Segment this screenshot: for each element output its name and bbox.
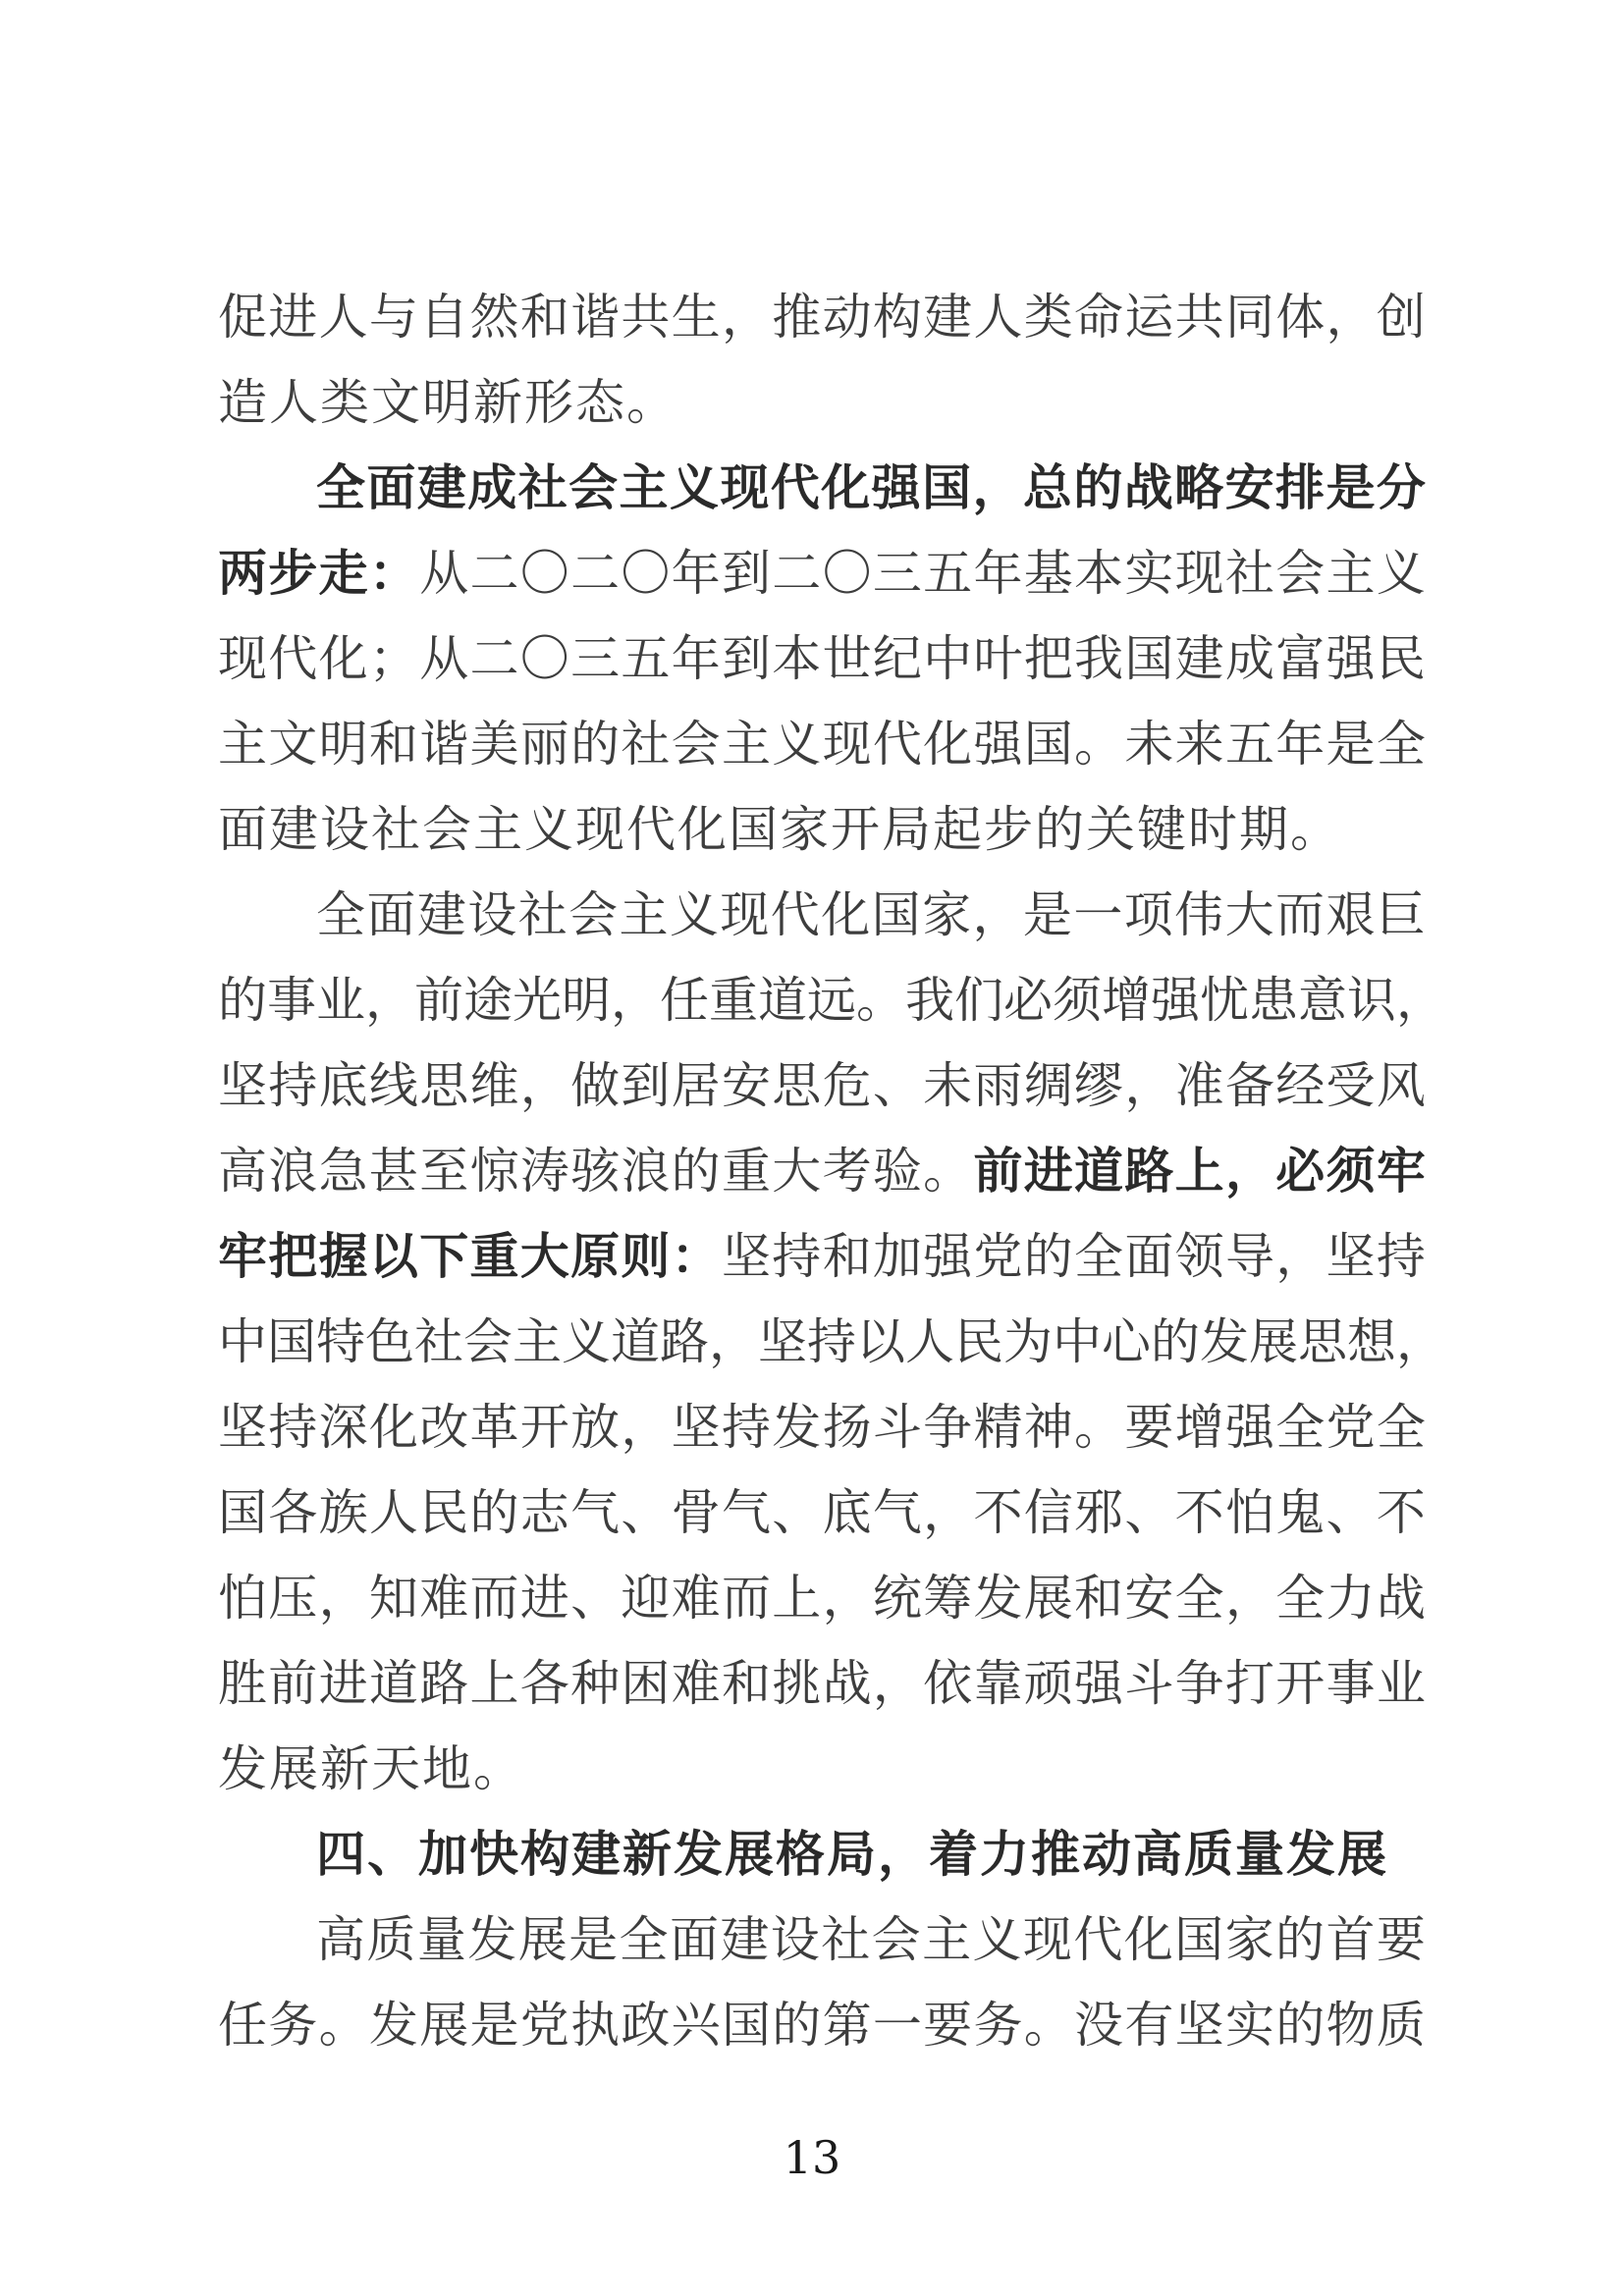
text-line: 任 务 。 发 展 是 党 执 政 兴 国 的 第 一 要 务 。 没 有 坚 实 的 物 质 [218,1997,1426,2054]
document-body [218,275,1445,2068]
text-line: 全 面 建 设 社 会 主 义 现 代 化 国 家 ， 是 一 项 伟 大 而 艰 巨 [316,886,1426,943]
text-line: 主 文 明 和 谐 美 丽 的 社 会 主 义 现 代 化 强 国 。 未 来 五 年 是 全 [218,716,1426,773]
text-line: 现 代 化 ； 从 二 〇 三 五 年 到 本 世 纪 中 叶 把 我 国 建 成 富 强 民 [218,630,1426,687]
page-number: 13 [783,2131,841,2184]
text-line: 高 质 量 发 展 是 全 面 建 设 社 会 主 义 现 代 化 国 家 的 首 要 [316,1911,1426,1968]
text-segment: 面建设社会主义现代化国家开局起步的关键时期。 [218,801,1341,858]
text-line: 两 步 走 ： 从 二 〇 二 〇 年 到 二 〇 三 五 年 基 本 实 现 社 会 主 义 [218,545,1426,602]
text-line: 中 国 特 色 社 会 主 义 道 路 ， 坚 持 以 人 民 为 中 心 的 发 展 思 想 ， [218,1313,1445,1370]
text-line: 怕 压 ， 知 难 而 进 、 迎 难 而 上 ， 统 筹 发 展 和 安 全 ， 全 力 战 [218,1570,1426,1627]
text-line: 的 事 业 ， 前 途 光 明 ， 任 重 道 远 。 我 们 必 须 增 强 忧 患 意 识 ， [218,972,1445,1029]
text-segment: 四、加快构建新发展格局，着力推动高质量发展 [316,1826,1388,1883]
text-segment: 发展新天地。 [218,1740,524,1797]
text-line [218,360,1426,446]
text-line: 坚 持 深 化 改 革 开 放 ， 坚 持 发 扬 斗 争 精 神 。 要 增 强 全 党 全 [218,1399,1426,1456]
text-line: 坚 持 底 线 思 维 ， 做 到 居 安 思 危 、 未 雨 绸 缪 ， 准 备 经 受 风 [218,1057,1426,1114]
text-line [218,787,1426,873]
text-line: 国 各 族 人 民 的 志 气 、 骨 气 、 底 气 ， 不 信 邪 、 不 怕 鬼 、 不 [218,1484,1426,1541]
text-line [218,1727,1426,1812]
text-line: 胜 前 进 道 路 上 各 种 困 难 和 挑 战 ， 依 靠 顽 强 斗 争 打 开 事 业 [218,1655,1426,1712]
text-segment: 造人类文明新形态。 [218,374,677,431]
text-line: 促 进 人 与 自 然 和 谐 共 生 ， 推 动 构 建 人 类 命 运 共 同 体 ， 创 [218,289,1426,346]
text-line [218,1812,1426,1897]
text-line: 全 面 建 成 社 会 主 义 现 代 化 强 国 ， 总 的 战 略 安 排 是 分 [316,459,1426,516]
text-line: 牢 把 握 以 下 重 大 原 则 ： 坚 持 和 加 强 党 的 全 面 领 导 ， 坚 持 [218,1228,1426,1285]
text-line: 高 浪 急 甚 至 惊 涛 骇 浪 的 重 大 考 验 。 前 进 道 路 上 ， 必 须 牢 [218,1143,1426,1200]
